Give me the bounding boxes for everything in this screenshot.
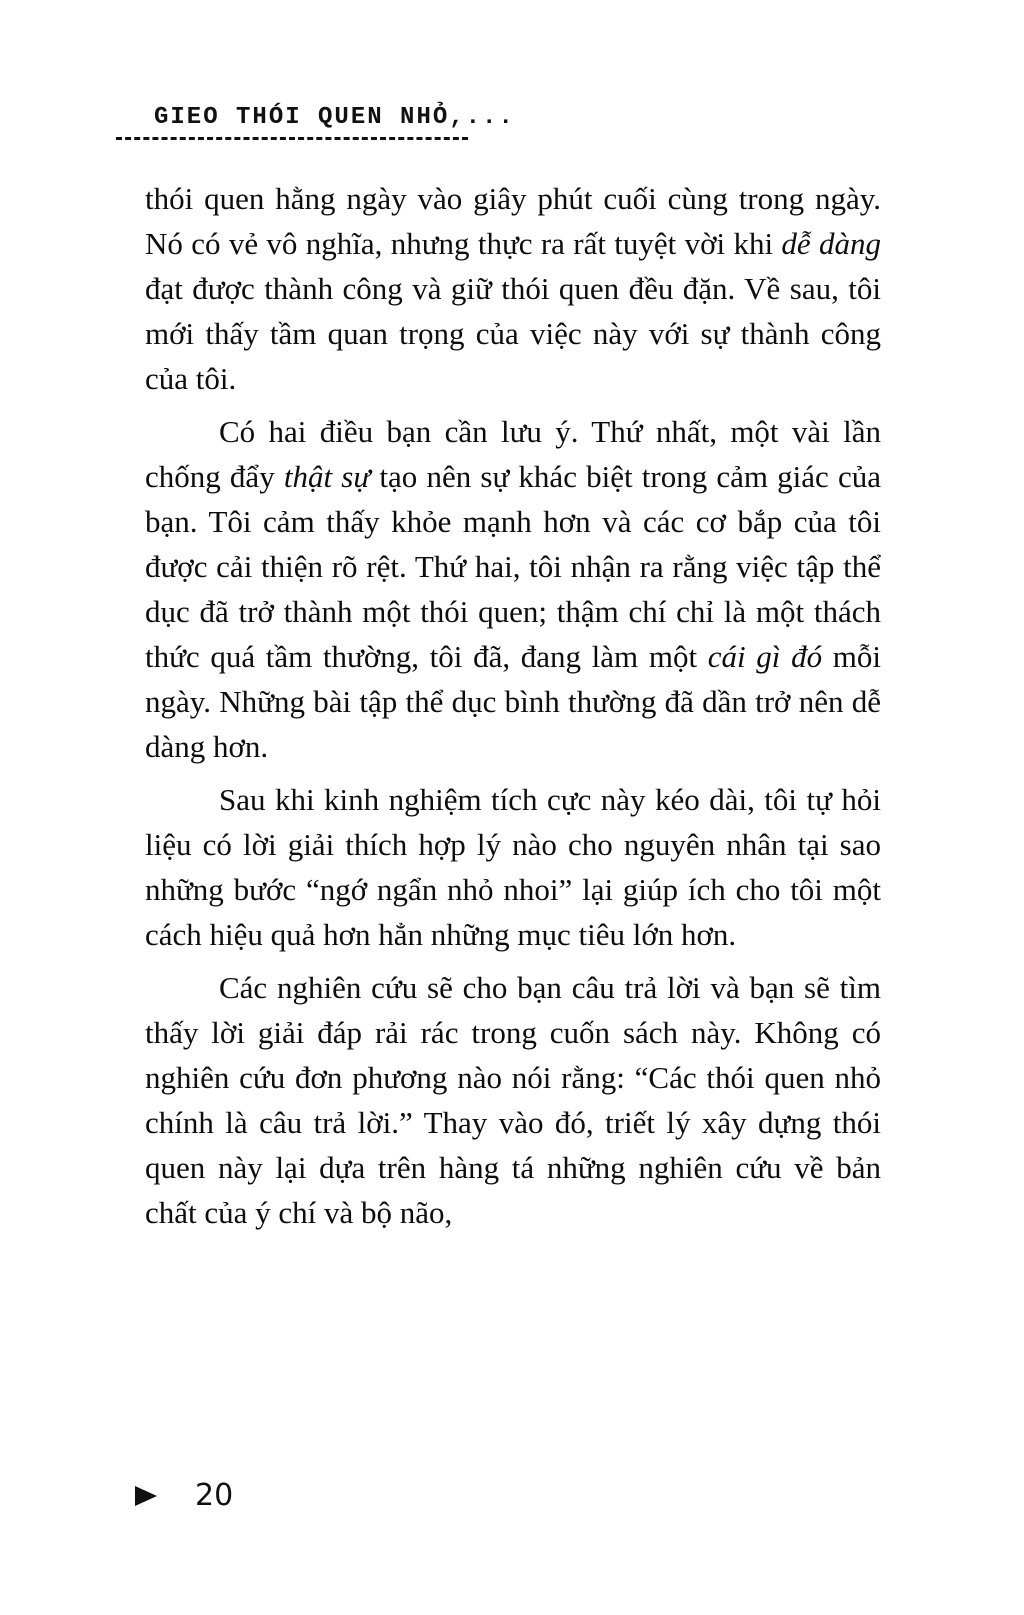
text-run: đạt được thành công và giữ thói quen đều đặn. Về sau, tôi mới thấy tầm quan trọng của việc này với sự thành công của tôi. (145, 271, 881, 396)
text-run: tạo nên sự khác biệt trong cảm giác của bạn. Tôi cảm thấy khỏe mạnh hơn và các cơ bắp của tôi được cải thiện rõ rệt. Thứ hai, tôi nhận ra rằng việc tập thể dục đã trở thành một thói quen; thậm chí chỉ là một thách thức quá tầm thường, tôi đã, đang làm một (145, 459, 882, 674)
running-header-title: GIEO THÓI QUEN NHỎ,... (154, 104, 515, 131)
page-footer (135, 1478, 233, 1513)
right-triangle-icon (135, 1486, 157, 1506)
italic-text-run: cái gì đó (707, 639, 823, 674)
italic-text-run: dễ dàng (781, 226, 881, 261)
paragraph (145, 176, 881, 401)
paragraph (145, 965, 881, 1235)
text-run: Các nghiên cứu sẽ cho bạn câu trả lời và bạn sẽ tìm thấy lời giải đáp rải rác trong cuốn sách này. Không có nghiên cứu đơn phương nào nói rằng: “Các thói quen nhỏ chính là câu trả lời.” Thay vào đó, triết lý xây dựng thói quen này lại dựa trên hàng tá những nghiên cứu về bản chất của ý chí và bộ não, (145, 970, 881, 1230)
italic-text-run: thật sự (283, 459, 371, 494)
text-run: thói quen hằng ngày vào giây phút cuối cùng trong ngày. Nó có vẻ vô nghĩa, nhưng thực ra rất tuyệt vời khi (145, 181, 881, 261)
header-dashed-rule (116, 137, 468, 140)
paragraph (145, 409, 881, 769)
paragraph (145, 777, 881, 957)
text-run: mỗi ngày. Những bài tập thể dục bình thường đã dần trở nên dễ dàng hơn. (145, 639, 881, 764)
text-run: Sau khi kinh nghiệm tích cực này kéo dài, tôi tự hỏi liệu có lời giải thích hợp lý nào cho nguyên nhân tại sao những bước “ngớ ngẩn nhỏ nhoi” lại giúp ích cho tôi một cách hiệu quả hơn hẳn những mục tiêu lớn hơn. (145, 782, 881, 952)
page-number: 20 (195, 1478, 234, 1513)
body-text (145, 176, 881, 1243)
running-header (116, 104, 515, 140)
text-run: Có hai điều bạn cần lưu ý. Thứ nhất, một vài lần chống đẩy (145, 414, 881, 494)
